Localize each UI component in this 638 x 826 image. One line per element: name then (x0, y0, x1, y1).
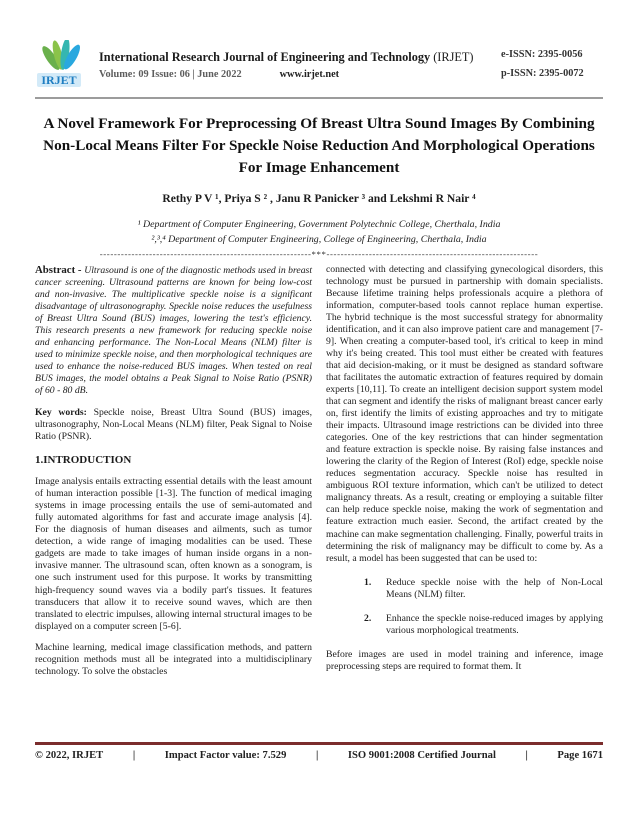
intro-paragraph-2: Machine learning, medical image classification methods, and pattern recognition methods must all be integrated into a multidisciplinary technology. To solve the obstacles (35, 641, 312, 677)
paper-title: A Novel Framework For Preprocessing Of Breast Ultra Sound Images By Combining Non-Local Means Filter For Speckle Noise Reduction And Morphological Operations For Image Enhancement (43, 115, 595, 177)
abstract-label: Abstract - (35, 263, 85, 276)
paper-body (35, 264, 603, 687)
page-footer (35, 742, 603, 761)
footer-certification: ISO 9001:2008 Certified Journal (347, 750, 496, 761)
list-item-number: 2. (364, 612, 372, 624)
irjet-logo (35, 40, 93, 90)
keywords-paragraph (35, 407, 312, 443)
star-separator: ------------------------------------------------------------***------------------------------------------------------------ (99, 248, 539, 259)
footer-copyright: © 2022, IRJET (35, 750, 104, 761)
left-column (35, 264, 312, 687)
list-item (364, 613, 603, 637)
section-heading-introduction: 1.INTRODUCTION (35, 453, 132, 466)
body-paragraph-continued: connected with detecting and classifying gynecological disorders, this technology must be pursued in partnership with domain specialists. Because lifetime training helps professionals acquire a plethora of information, computer-based tools cannot replace human expertise. The hybrid technique is the most successful strategy for abnormality identification, and it can also improve patient care and management [7-9]. When creating a computer-based tool, it's critical to keep in mind why it's being created. This tool must either be created with features that aid decision-making, or it must be designed as standard software that facilitates the automatic extraction of features required by domain experts [10,11]. To create an intelligent decision support system model that can segment and identify the risks of malignant breast cancer early on, first identify the limits of existing approaches and try to mitigate their impacts. Ultrasound image restrictions can be divided into three categories. One of the key restrictions that can hinder segmentation and feature extraction is speckle noise. By raising false instances and lowering the clarity of the Region of Interest (RoI) edge, speckle noise reduces segmentation accuracy. Speckle noise has resulted in ambiguous ROI texture information, which can't be utilized to detect malignancy threats. As a result, creating or employing a suitable filter can help reduce speckle noise, making the work of segmentation and feature extraction much easier. Second, the artifact created by the machine can make segmentation challenging. Finally, powerful traits in determining the risk of malignancy may be difficult to come by. As a result, a model has been suggested that can be used to: (326, 263, 603, 564)
objectives-list (364, 577, 603, 637)
e-issn: e-ISSN: 2395-0056 (501, 49, 583, 61)
journal-title-abbrev: (IRJET) (430, 50, 474, 64)
abstract-paragraph (35, 264, 312, 398)
journal-header (35, 40, 603, 99)
journal-website-link[interactable]: www.irjet.net (279, 69, 340, 80)
irjet-logo-text: IRJET (41, 73, 77, 87)
journal-title-main: International Research Journal of Engineering and Technology (99, 50, 431, 64)
list-item-text: Reduce speckle noise with the help of Non-Local Means (NLM) filter. (386, 576, 603, 600)
list-item-text: Enhance the speckle noise-reduced images by applying various morphological treatments. (386, 612, 603, 636)
footer-page-number: Page 1671 (557, 750, 603, 761)
footer-separator: | (315, 750, 319, 761)
footer-impact-factor: Impact Factor value: 7.529 (164, 750, 287, 761)
affiliation-2: ²,³,⁴ Department of Computer Engineering, College of Engineering, Cherthala, India (151, 233, 487, 245)
intro-paragraph-1: Image analysis entails extracting essential details with the least amount of human interaction possible [1-3]. The function of medical imaging systems in image processing entails the use of semi-automated and fully automated algorithms for fast and accurate image analysis [4]. For the diagnosis of human diseases and ailments, such as tumor detection, a wide range of imaging modalities can be used. These gadgets are made to take images of human inside organs in a non-invasive manner. The ultrasound scan, often known as a sonogram, is one such instrument used for this purpose. It works by transmitting high-frequency sound waves via a bodily part's tissues. It features transducers that allow it to receive sound waves, which are then translated to electric impulses, allowing internal structural images to be displayed on a computer screen [5-6]. (35, 476, 312, 632)
volume-issue-line: Volume: 09 Issue: 06 | June 2022 (99, 69, 242, 80)
keywords-text: Speckle noise, Breast Ultra Sound (BUS) images, ultrasonography, Non-Local Means (NLM) filter, Peak Signal to Noise Ratio (PSNR). (35, 406, 312, 442)
right-column (326, 264, 603, 687)
footer-separator: | (132, 750, 136, 761)
list-item-number: 1. (364, 576, 372, 588)
irjet-logo-icon (35, 40, 91, 90)
body-paragraph-final: Before images are used in model training and inference, image preprocessing steps are required to format them. It (326, 648, 603, 672)
p-issn: p-ISSN: 2395-0072 (501, 68, 584, 79)
affiliation-1: ¹ Department of Computer Engineering, Government Polytechnic College, Cherthala, India (137, 219, 501, 231)
footer-separator: | (525, 750, 528, 761)
list-item (364, 577, 603, 601)
abstract-text: Ultrasound is one of the diagnostic methods used in breast cancer screening. Ultrasound patterns are known for being low-cost and non-invasive. The multiplicative speckle noise is a significant disadvantage of ultrasonography. Speckle noise reduces the usefulness of Breast Ultra Sound (BUS) images, lowering the test's efficiency. This research presents a new framework for reducing speckle noise and enhancing performance. The Non-Local Means (NLM) filter is used to minimize speckle noise, and then morphological techniques are used to enhance the noise-reduced BUS images. When tested on real BUS images, the model obtains a Peak Signal to Noise Ratio (PSNR) of 60 - 80 dB. (35, 264, 313, 397)
affiliations (35, 218, 603, 248)
authors-line: Rethy P V ¹, Priya S ² , Janu R Panicker ³ and Lekshmi R Nair ⁴ (162, 192, 476, 206)
keywords-label: Key words: (35, 406, 94, 418)
journal-title (99, 50, 501, 65)
